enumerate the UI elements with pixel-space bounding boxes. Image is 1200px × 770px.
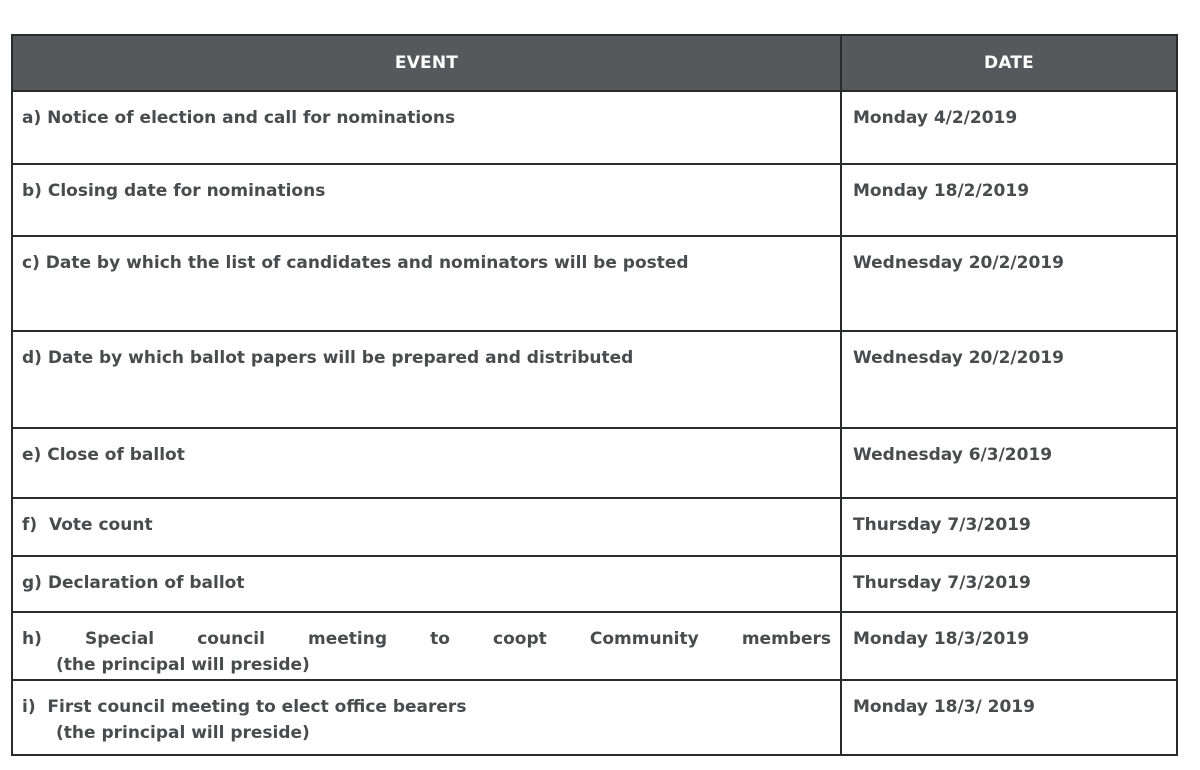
table-row [12, 428, 1177, 498]
table-row [12, 612, 1177, 680]
election-schedule-table [11, 34, 1178, 756]
event-cell [12, 236, 841, 331]
event-subtext: (the principal will preside) [56, 655, 310, 675]
column-header-date: DATE [841, 35, 1177, 91]
date-cell: Wednesday 20/2/2019 [841, 236, 1177, 331]
table-row [12, 498, 1177, 556]
event-cell [12, 91, 841, 164]
event-cell [12, 428, 841, 498]
date-cell: Thursday 7/3/2019 [841, 498, 1177, 556]
table-row [12, 680, 1177, 755]
event-cell [12, 556, 841, 612]
table-row [12, 331, 1177, 428]
event-text: e) Close of ballot [22, 445, 185, 465]
event-text: d) Date by which ballot papers will be prepared and distributed [22, 348, 634, 368]
event-text: h) Special council meeting to coopt Community members [22, 629, 831, 649]
event-text: b) Closing date for nominations [22, 181, 326, 201]
table-row [12, 91, 1177, 164]
event-cell [12, 498, 841, 556]
date-cell: Wednesday 20/2/2019 [841, 331, 1177, 428]
event-text: g) Declaration of ballot [22, 573, 245, 593]
date-cell: Thursday 7/3/2019 [841, 556, 1177, 612]
table-header [12, 35, 1177, 91]
table-row [12, 164, 1177, 236]
table-row [12, 556, 1177, 612]
date-cell: Monday 18/2/2019 [841, 164, 1177, 236]
header-row [12, 35, 1177, 91]
event-text: i) First council meeting to elect office bearers [22, 697, 467, 717]
date-cell: Monday 18/3/2019 [841, 612, 1177, 680]
column-header-event: EVENT [12, 35, 841, 91]
event-text: a) Notice of election and call for nominations [22, 108, 456, 128]
event-cell [12, 331, 841, 428]
event-text: c) Date by which the list of candidates and nominators will be posted [22, 253, 689, 273]
event-text: f) Vote count [22, 515, 153, 535]
event-cell [12, 680, 841, 755]
event-cell [12, 612, 841, 680]
table-body [12, 91, 1177, 755]
date-cell: Monday 18/3/ 2019 [841, 680, 1177, 755]
date-cell: Monday 4/2/2019 [841, 91, 1177, 164]
event-subtext: (the principal will preside) [56, 723, 310, 743]
date-cell: Wednesday 6/3/2019 [841, 428, 1177, 498]
table-row [12, 236, 1177, 331]
event-cell [12, 164, 841, 236]
